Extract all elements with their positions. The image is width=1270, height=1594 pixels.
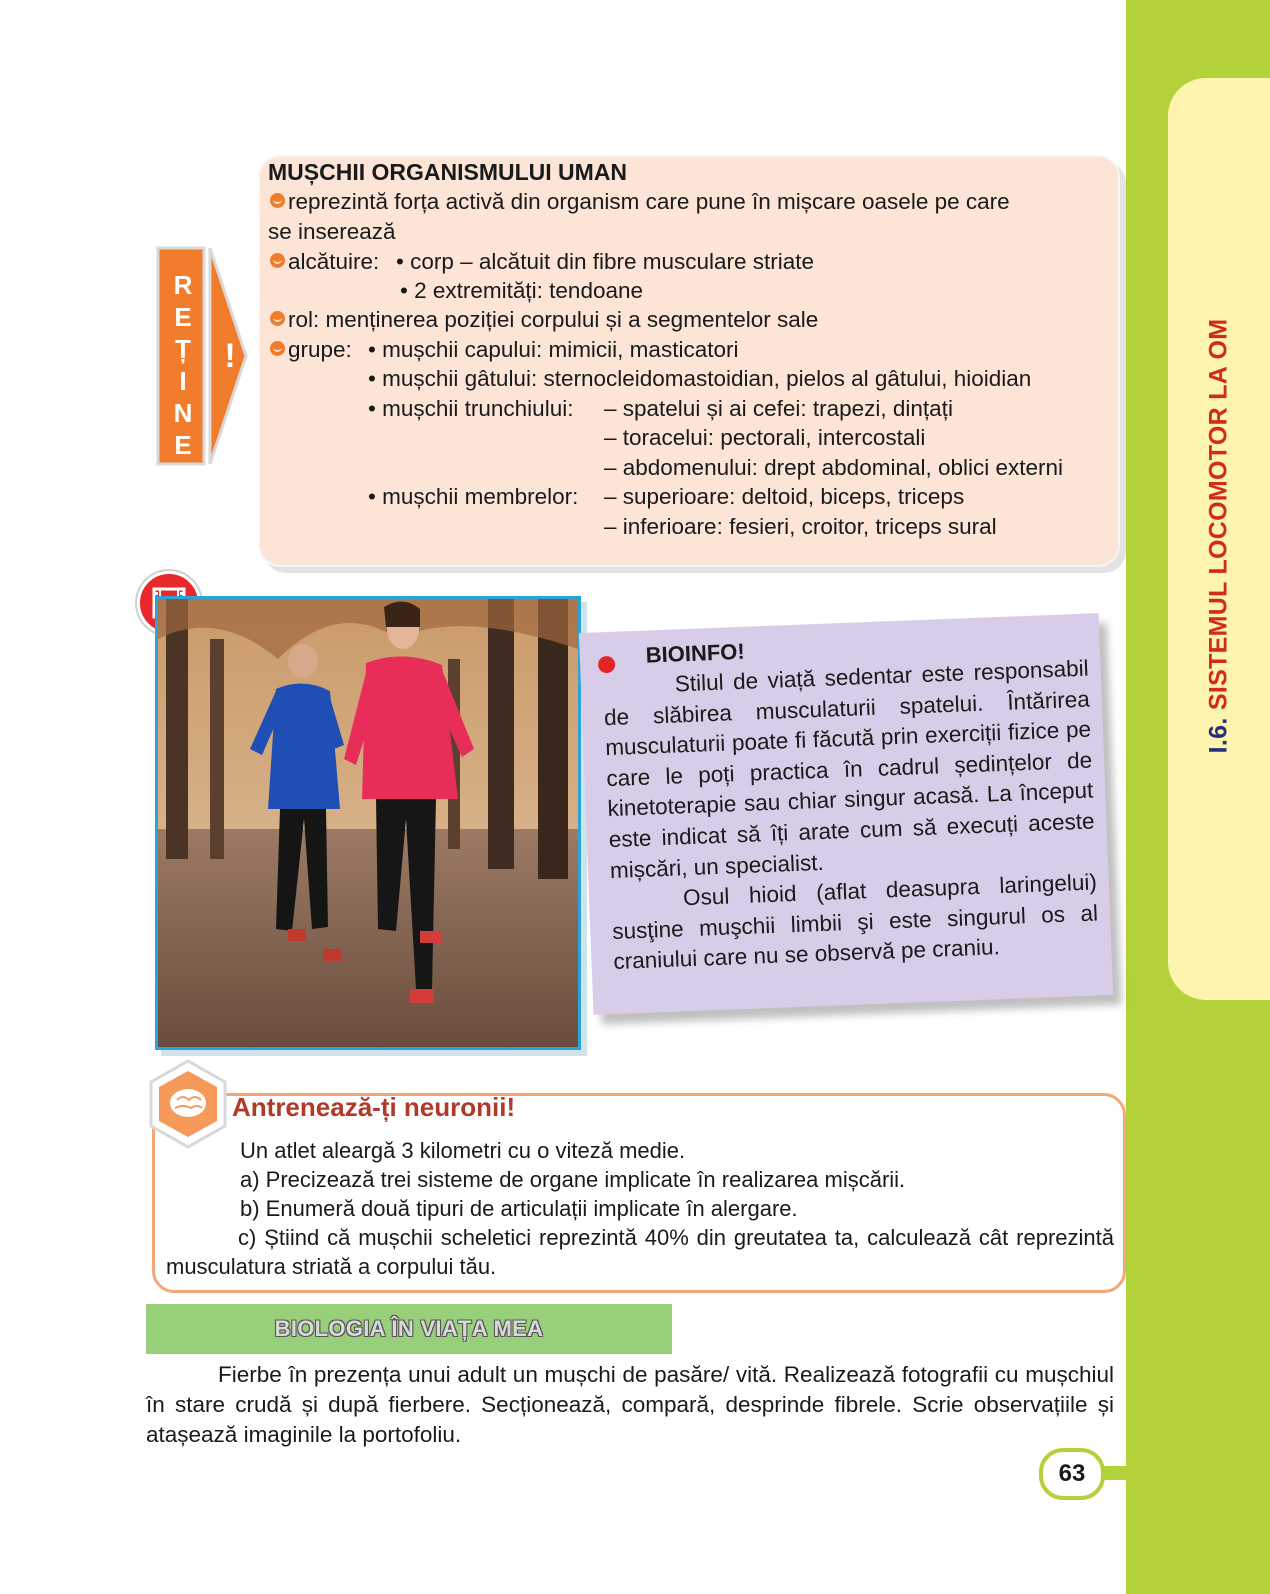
retine-letter: E (174, 302, 192, 332)
membre-item: – inferioare: fesieri, croitor, triceps sural (604, 514, 997, 539)
neuroni-task-a: a) Precizează trei sisteme de organe implicate în realizarea mișcării. (240, 1167, 906, 1192)
neuroni-task-b: b) Enumeră două tipuri de articulații implicate în alergare. (240, 1196, 798, 1221)
alcatuire-label: alcătuire: (288, 249, 380, 274)
bioinfo-paragraph: Osul hioid (aflat deasupra laringelui) susţine muşchii limbii şi este singurul os al craniului care nu se observă pe craniu. (611, 869, 1099, 975)
trunchi-item: – spatelui și ai cefei: trapezi, dințați (604, 396, 953, 421)
runners-illustration (158, 599, 578, 1047)
retine-title: MUȘCHII ORGANISMULUI UMAN (268, 159, 628, 185)
trunchi-item: – toracelui: pectorali, intercostali (604, 425, 926, 450)
brain-hexagon-icon (147, 1058, 229, 1150)
viata-text-wrap (146, 1360, 1114, 1450)
grupe-item: • mușchii membrelor: (368, 484, 579, 509)
neuroni-task-c: c) Știind că mușchii scheletici reprezintă 40% din greutatea ta, calculează cât reprezintă musculatura striată a corpului tău. (166, 1225, 1114, 1279)
retine-exclamation: ! (224, 337, 236, 375)
grupe-item: • mușchii gâtului: sternocleidomastoidian, pielos al gâtului, hioidian (368, 366, 1032, 391)
chapter-label (1205, 319, 1234, 754)
trunchi-item: – abdomenului: drept abdominal, oblici externi (604, 455, 1064, 480)
chapter-number: I.6. (1204, 717, 1233, 754)
retine-rol (270, 306, 818, 334)
bullet-icon (270, 253, 285, 268)
retine-alcatuire (270, 248, 379, 276)
bullet-dot-icon (598, 656, 616, 674)
retine-grupe (270, 336, 352, 364)
membre-item: – superioare: deltoid, biceps, triceps (604, 484, 965, 509)
retine-letter: N (173, 398, 193, 428)
definition-text-cont: se inserează (268, 219, 396, 244)
grupe-item: • mușchii capului: mimicii, masticatori (368, 337, 739, 362)
neuroni-title: Antrenează-ți neuronii! (232, 1092, 516, 1122)
bullet-icon (270, 311, 285, 326)
bullet-icon (270, 341, 285, 356)
page-number: 63 (1039, 1448, 1105, 1500)
bullet-icon (270, 193, 285, 208)
retine-letter: I (179, 366, 187, 396)
viata-text: Fierbe în prezența unui adult un mușchi de pasăre/ vită. Realizează fotografii cu mușchiul în stare crudă și după fierbere. Secționează, compară, desprinde fibrele. Scrie observațiile și atașează imaginile la portofoliu. (146, 1362, 1114, 1447)
neuroni-task-c-wrap (166, 1223, 1114, 1281)
definition-text: reprezintă forța activă din organism care pune în mișcare oasele pe care (288, 189, 1010, 214)
viata-title: BIOLOGIA ÎN VIAȚA MEA (274, 1316, 544, 1341)
bioinfo-text (602, 654, 1099, 978)
retine-letter: Ț (175, 334, 191, 364)
bioinfo-paragraph: Stilul de viață sedentar este responsabil de slăbirea musculaturii spatelui. Întărirea musculaturii poate fi făcută prin exerciții fizice pe care le poți practica în cadrul ședințelor de kinetoterapie sau chiar singur acasă. La început este indicat să îți arate cum să execuți aceste mișcări, un specialist. (603, 655, 1095, 883)
alcatuire-item: • corp – alcătuit din fibre musculare striate (396, 249, 815, 274)
chapter-title: SISTEMUL LOCOMOTOR LA OM (1204, 318, 1233, 711)
retine-definition (270, 188, 1010, 216)
retine-letter: E (174, 430, 192, 460)
bioinfo-title: BIOINFO! (645, 638, 746, 668)
alcatuire-item: • 2 extremități: tendoane (400, 278, 644, 303)
retine-letter: R (173, 270, 193, 300)
bioinfo-card (579, 613, 1113, 1015)
grupe-label: grupe: (288, 337, 352, 362)
grupe-item: • mușchii trunchiului: (368, 396, 574, 421)
rol-text: rol: menținerea poziției corpului și a segmentelor sale (288, 307, 819, 332)
retine-letters (160, 270, 206, 460)
runners-photo (155, 596, 581, 1050)
neuroni-intro: Un atlet aleargă 3 kilometri cu o viteză medie. (240, 1138, 686, 1163)
